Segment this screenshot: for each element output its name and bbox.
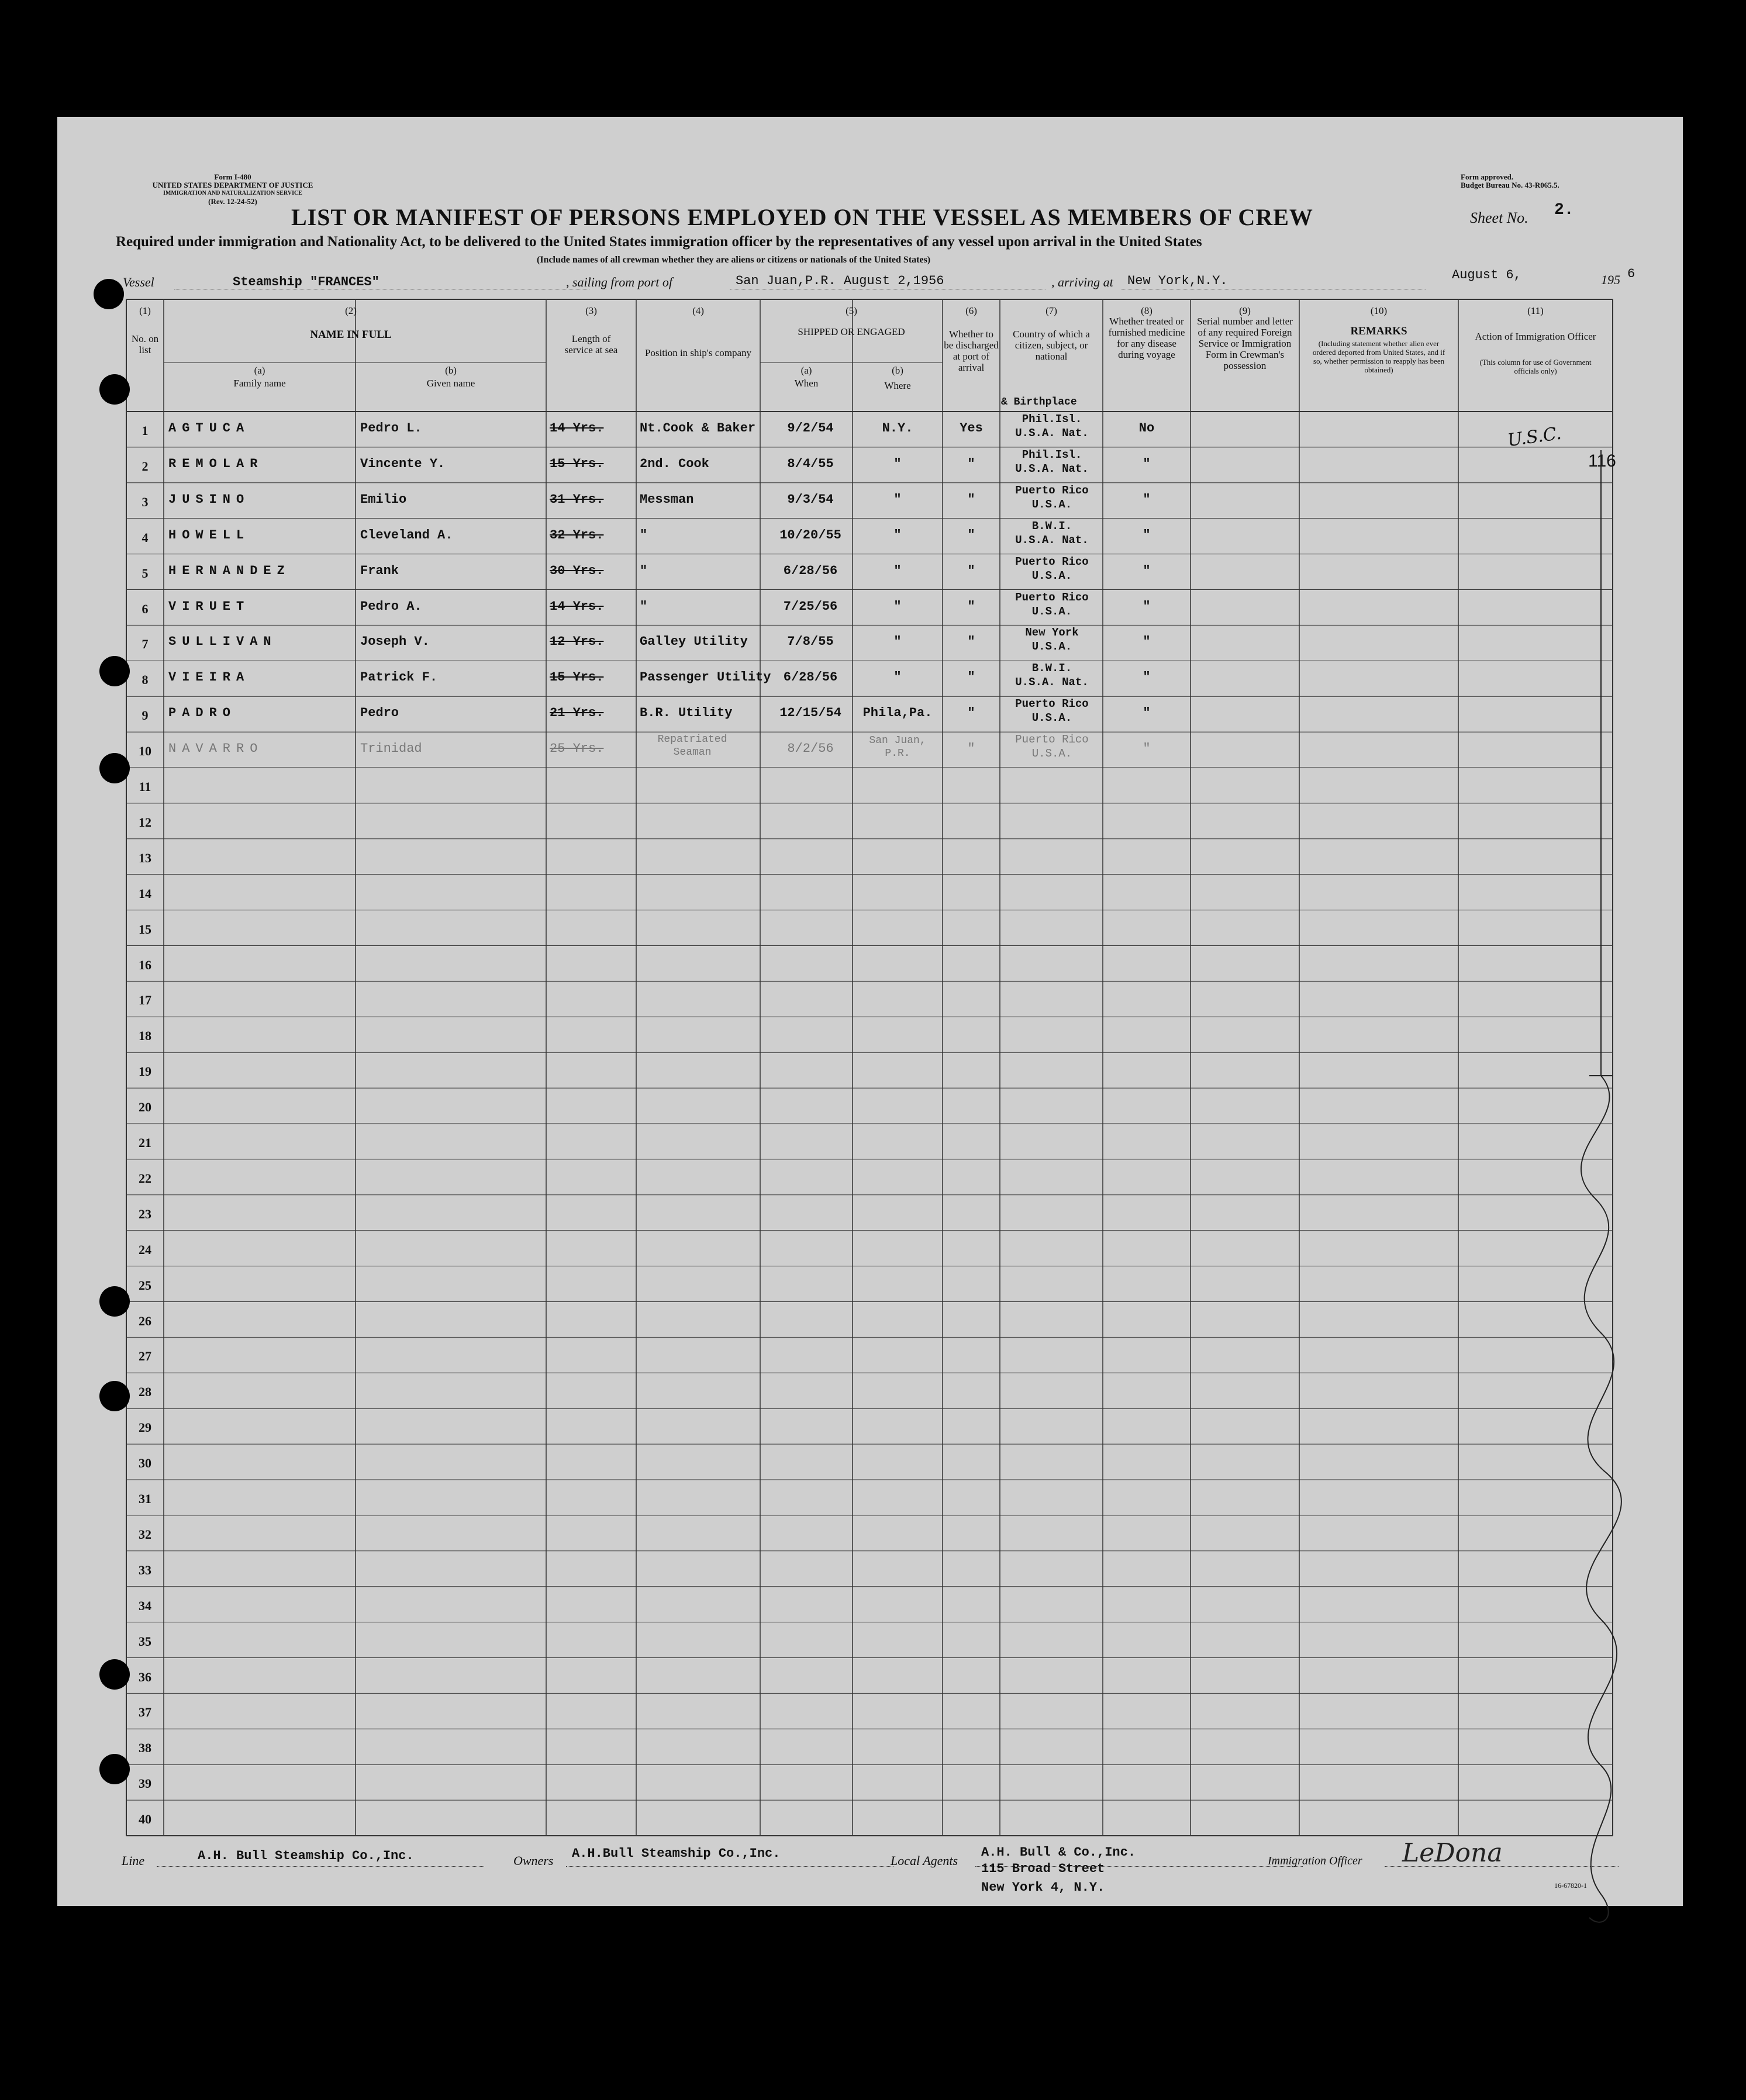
position: Galley Utility — [640, 634, 748, 650]
position: " — [640, 599, 648, 614]
row-number: 3 — [142, 494, 149, 509]
row-number: 19 — [139, 1064, 151, 1079]
row-number: 30 — [139, 1456, 151, 1471]
given-name: Pedro A. — [360, 599, 422, 614]
row-number: 5 — [142, 565, 149, 581]
include-note: (Include names of all crewman whether they are aliens or citizens or nationals of the United States) — [537, 255, 931, 265]
col2-number: (2) — [345, 305, 357, 316]
service: IMMIGRATION AND NATURALIZATION SERVICE — [163, 190, 302, 196]
length-of-service: 14 Yrs. — [550, 599, 604, 614]
discharge: " — [967, 599, 975, 614]
row-number: 23 — [139, 1206, 151, 1221]
discharge: " — [967, 741, 975, 757]
country-line1: Phil.Isl. — [1022, 448, 1082, 461]
row-number: 25 — [139, 1277, 151, 1293]
row-number: 35 — [139, 1633, 151, 1649]
col5b-number: (b) — [892, 365, 903, 376]
sailing-label: , sailing from port of — [566, 275, 672, 289]
shipped-when: 12/15/54 — [779, 706, 841, 721]
country-line2: U.S.A. — [1031, 498, 1072, 511]
arriving-port: New York,N.Y. — [1127, 274, 1228, 288]
row-number: 12 — [139, 814, 151, 830]
col3-number: (3) — [585, 305, 597, 316]
page-title: LIST OR MANIFEST OF PERSONS EMPLOYED ON THE VESSEL AS MEMBERS OF CREW — [291, 204, 1313, 230]
row-number: 28 — [139, 1384, 151, 1400]
col7-birthplace: & Birthplace — [1001, 396, 1077, 408]
family-name: JUSINO — [168, 492, 250, 507]
shipped-where: " — [893, 670, 902, 685]
col2a-header: Family name — [233, 378, 286, 389]
shipped-where: " — [893, 599, 902, 614]
col10-subheader: (Including statement whether alien ever ordered deported from United States, and if so, whether permission to reapply has been obtained) — [1312, 339, 1445, 374]
family-name: REMOLAR — [168, 456, 264, 471]
row-number: 38 — [139, 1740, 151, 1756]
country-line2: U.S.A. Nat. — [1015, 427, 1089, 440]
shipped-when: 9/2/54 — [787, 421, 834, 436]
medicine: " — [1143, 599, 1151, 614]
given-name: Vincente Y. — [360, 456, 446, 471]
country-line1: Puerto Rico — [1015, 590, 1089, 604]
col7-number: (7) — [1045, 305, 1057, 316]
country-line1: Puerto Rico — [1015, 733, 1089, 747]
shipped-when: 8/4/55 — [787, 456, 834, 471]
row-number: 24 — [139, 1242, 151, 1257]
row-number: 2 — [142, 458, 149, 474]
shipped-when: 9/3/54 — [787, 492, 834, 507]
row-number: 13 — [139, 850, 151, 865]
revision: (Rev. 12-24-52) — [208, 197, 257, 206]
medicine: " — [1143, 670, 1151, 685]
position: " — [640, 527, 648, 543]
manifest-sheet — [57, 117, 1683, 1906]
medicine: " — [1143, 527, 1151, 543]
discharge: " — [967, 634, 975, 650]
line-value: A.H. Bull Steamship Co.,Inc. — [198, 1849, 414, 1863]
medicine: " — [1143, 634, 1151, 650]
col5a-header: When — [794, 378, 819, 389]
department: UNITED STATES DEPARTMENT OF JUSTICE — [152, 181, 313, 189]
length-of-service: 15 Yrs. — [550, 456, 604, 471]
medicine: " — [1143, 492, 1151, 507]
shipped-when: 7/8/55 — [787, 634, 834, 650]
row-number: 29 — [139, 1420, 151, 1435]
col5a-number: (a) — [800, 365, 812, 376]
col9-number: (9) — [1239, 305, 1251, 316]
discharge: Yes — [960, 421, 983, 436]
country-line1: Puerto Rico — [1015, 483, 1089, 497]
length-of-service: 25 Yrs. — [550, 741, 604, 757]
row-number: 9 — [142, 708, 149, 723]
officer-usc-mark: U.S.C. — [1506, 423, 1563, 451]
arrival-date: August 6, — [1452, 268, 1521, 282]
row-number: 16 — [139, 957, 151, 972]
family-name: HOWELL — [168, 527, 250, 543]
agents-line3: New York 4, N.Y. — [981, 1880, 1105, 1895]
discharge: " — [967, 492, 975, 507]
col5-number: (5) — [846, 305, 857, 316]
country-line1: Puerto Rico — [1015, 555, 1089, 568]
position: Repatriated Seaman — [657, 734, 727, 759]
row-number: 1 — [142, 423, 149, 438]
country-line2: U.S.A. Nat. — [1015, 462, 1089, 475]
country-line2: U.S.A. — [1031, 747, 1072, 761]
vessel-label: Vessel — [123, 275, 154, 289]
medicine: " — [1143, 456, 1151, 471]
row-number: 40 — [139, 1812, 151, 1827]
family-name: HERNANDEZ — [168, 563, 291, 578]
discharge: " — [967, 456, 975, 471]
family-name: SULLIVAN — [168, 634, 277, 650]
punch-hole — [99, 1754, 130, 1784]
agents-line1: A.H. Bull & Co.,Inc. — [981, 1845, 1136, 1860]
country-line2: U.S.A. — [1031, 711, 1072, 725]
country-line1: Puerto Rico — [1015, 697, 1089, 711]
col10-number: (10) — [1370, 305, 1388, 316]
row-number: 11 — [139, 779, 151, 794]
row-number: 21 — [139, 1135, 151, 1150]
row-number: 18 — [139, 1028, 151, 1044]
form-code: 16-67820-1 — [1554, 1881, 1587, 1890]
col2b-number: (b) — [445, 365, 457, 376]
length-of-service: 12 Yrs. — [550, 634, 604, 650]
col6-number: (6) — [965, 305, 977, 316]
medicine: " — [1143, 741, 1151, 757]
position: Passenger Utility — [640, 670, 771, 685]
col1-header: No. on list — [131, 333, 159, 355]
col8-header: Whether treated or furnished medicine for any disease during voyage — [1108, 316, 1185, 360]
row-number: 17 — [139, 993, 151, 1008]
punch-hole — [99, 753, 130, 783]
country-line1: B.W.I. — [1031, 662, 1072, 675]
row-number: 4 — [142, 530, 149, 545]
given-name: Trinidad — [360, 741, 422, 757]
discharge: " — [967, 670, 975, 685]
row-number: 14 — [139, 886, 151, 901]
col11-subheader: (This column for use of Government officials only) — [1479, 358, 1592, 375]
length-of-service: 30 Yrs. — [550, 563, 604, 578]
row-number: 26 — [139, 1313, 151, 1328]
col2a-number: (a) — [254, 365, 265, 376]
row-number: 33 — [139, 1562, 151, 1577]
country-line2: U.S.A. — [1031, 605, 1072, 618]
country-line1: B.W.I. — [1031, 519, 1072, 533]
row-number: 37 — [139, 1705, 151, 1720]
budget-bureau: Budget Bureau No. 43-R065.5. — [1461, 181, 1559, 189]
year-prefix: 195 — [1601, 272, 1620, 287]
shipped-where: " — [893, 456, 902, 471]
col10-header: REMARKS — [1350, 325, 1407, 337]
family-name: VIRUET — [168, 599, 250, 614]
row-number: 7 — [142, 637, 149, 652]
punch-hole — [99, 1381, 130, 1411]
length-of-service: 21 Yrs. — [550, 706, 604, 721]
row-number: 32 — [139, 1526, 151, 1542]
shipped-when: 6/28/56 — [783, 563, 838, 578]
line-label: Line — [122, 1853, 145, 1868]
punch-hole — [99, 656, 130, 686]
medicine: " — [1143, 706, 1151, 721]
punch-hole — [99, 1286, 130, 1317]
position: " — [640, 563, 648, 578]
country-line1: Phil.Isl. — [1022, 413, 1082, 426]
agents-label: Local Agents — [891, 1853, 958, 1868]
row-number: 22 — [139, 1170, 151, 1186]
family-name: NAVARRO — [168, 741, 264, 757]
row-number: 15 — [139, 921, 151, 937]
discharge: " — [967, 527, 975, 543]
country-line2: U.S.A. Nat. — [1015, 676, 1089, 689]
row-number: 34 — [139, 1598, 151, 1613]
officer-label: Immigration Officer — [1268, 1854, 1362, 1867]
row-number: 27 — [139, 1349, 151, 1364]
row-number: 8 — [142, 672, 149, 688]
col11-number: (11) — [1527, 305, 1544, 316]
country-line2: U.S.A. — [1031, 640, 1072, 654]
punch-hole — [99, 374, 130, 405]
line-underline — [157, 1866, 484, 1867]
family-name: AGTUCA — [168, 421, 250, 436]
col5b-header: Where — [884, 380, 911, 391]
officer-count: 116 — [1588, 451, 1616, 471]
family-name: PADRO — [168, 706, 237, 721]
shipped-when: 10/20/55 — [779, 527, 841, 543]
row-number: 6 — [142, 601, 149, 616]
punch-hole — [94, 279, 124, 309]
form-number: Form I-480 — [214, 172, 251, 181]
punch-hole — [99, 1659, 130, 1690]
row-number: 20 — [139, 1100, 151, 1115]
owners-label: Owners — [513, 1853, 554, 1868]
row-number: 39 — [139, 1776, 151, 1791]
officer-signature: LeDona — [1402, 1838, 1503, 1868]
col2b-header: Given name — [426, 378, 475, 389]
discharge: " — [967, 563, 975, 578]
col4-number: (4) — [692, 305, 704, 316]
shipped-where: N.Y. — [882, 421, 913, 436]
col3-header: Length of service at sea — [564, 333, 618, 355]
shipped-when: 6/28/56 — [783, 670, 838, 685]
position: Messman — [640, 492, 694, 507]
length-of-service: 15 Yrs. — [550, 670, 604, 685]
col1-number: (1) — [139, 305, 151, 316]
family-name: VIEIRA — [168, 670, 250, 685]
col4-header: Position in ship's company — [644, 347, 752, 358]
shipped-where: " — [893, 527, 902, 543]
row-number: 31 — [139, 1491, 151, 1506]
length-of-service: 32 Yrs. — [550, 527, 604, 543]
shipped-when: 7/25/56 — [783, 599, 838, 614]
given-name: Pedro — [360, 706, 399, 721]
col2-header: NAME IN FULL — [310, 329, 392, 341]
country-line1: New York — [1025, 626, 1079, 640]
discharge: " — [967, 706, 975, 721]
requirement-text: Required under immigration and Nationality Act, to be delivered to the United States immigration officer by the representatives of any vessel upon arrival in the United States — [116, 234, 1202, 250]
given-name: Frank — [360, 563, 399, 578]
owners-value: A.H.Bull Steamship Co.,Inc. — [572, 1846, 781, 1861]
sheet-number: 2. — [1554, 201, 1574, 219]
col9-header: Serial number and letter of any required Foreign Service or Immigration Form in Crewman's possession — [1197, 316, 1293, 371]
given-name: Pedro L. — [360, 421, 422, 436]
agents-line2: 115 Broad Street — [981, 1861, 1105, 1876]
shipped-where: " — [893, 634, 902, 650]
position: Nt.Cook & Baker — [640, 421, 756, 436]
col11-header: Action of Immigration Officer — [1475, 331, 1596, 342]
shipped-where: " — [893, 492, 902, 507]
country-line2: U.S.A. Nat. — [1015, 533, 1089, 547]
col7-header: Country of which a citizen, subject, or national — [1013, 329, 1090, 362]
sheet-label: Sheet No. — [1470, 209, 1528, 226]
col5-header: SHIPPED OR ENGAGED — [798, 326, 905, 337]
position: 2nd. Cook — [640, 456, 709, 471]
shipped-where: San Juan, P.R. — [869, 735, 926, 760]
medicine: " — [1143, 563, 1151, 578]
position: B.R. Utility — [640, 706, 733, 721]
length-of-service: 31 Yrs. — [550, 492, 604, 507]
row-number: 10 — [139, 744, 151, 759]
given-name: Joseph V. — [360, 634, 430, 650]
shipped-where: Phila,Pa. — [862, 706, 933, 721]
col6-header: Whether to be discharged at port of arrival — [944, 329, 999, 373]
country-line2: U.S.A. — [1031, 569, 1072, 582]
medicine: No — [1138, 421, 1155, 436]
shipped-where: " — [893, 563, 902, 578]
arriving-label: , arriving at — [1051, 275, 1113, 289]
officer-wavy-line — [1484, 444, 1636, 1935]
length-of-service: 14 Yrs. — [550, 421, 604, 436]
vessel-name: Steamship "FRANCES" — [233, 275, 379, 289]
form-approved: Form approved. — [1461, 172, 1514, 181]
given-name: Patrick F. — [360, 670, 438, 685]
col8-number: (8) — [1141, 305, 1153, 316]
sailing-port: San Juan,P.R. August 2,1956 — [736, 274, 944, 288]
year-digit: 6 — [1627, 267, 1635, 281]
given-name: Cleveland A. — [360, 527, 453, 543]
owners-underline — [566, 1866, 893, 1867]
row-number: 36 — [139, 1669, 151, 1684]
given-name: Emilio — [360, 492, 407, 507]
shipped-when: 8/2/56 — [787, 741, 834, 757]
